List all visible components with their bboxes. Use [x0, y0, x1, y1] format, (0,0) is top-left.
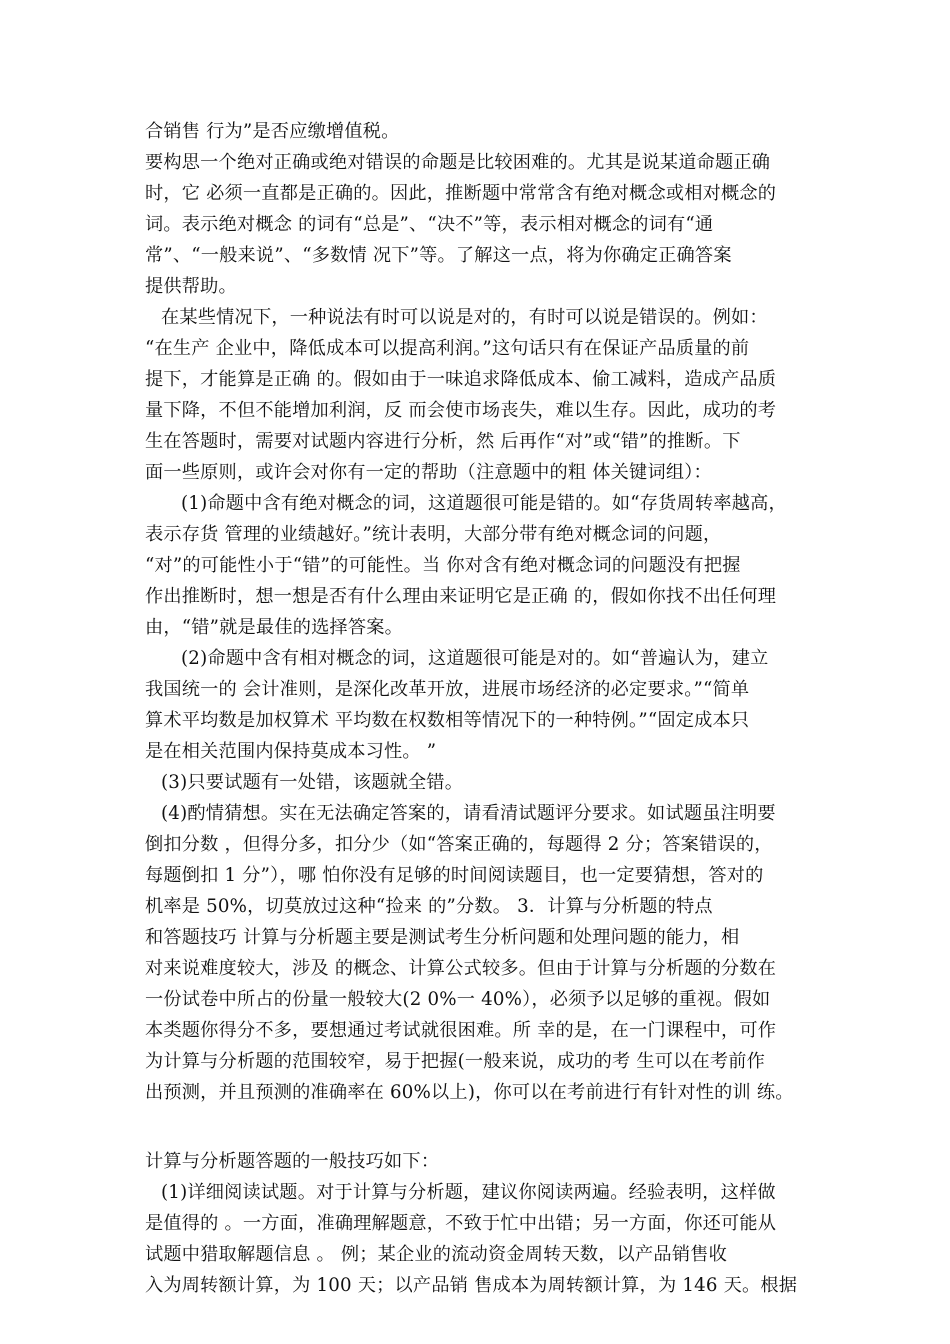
text-line: 计算与分析题答题的一般技巧如下： [145, 1151, 440, 1172]
text-line: 是在相关范围内保持莫成本习性。 ” [145, 741, 437, 762]
text-line: 时，它 必须一直都是正确的。因此，推断题中常常含有绝对概念或相对概念的 [145, 183, 777, 204]
text-line: 提供帮助。 [145, 276, 237, 297]
text-line: 由，“错”就是最佳的选择答案。 [145, 617, 404, 638]
text-line: 入为周转额计算，为 100 天；以产品销 售成本为周转额计算，为 146 天。根据 [145, 1275, 798, 1296]
text-line: (1)命题中含有绝对概念的词，这道题很可能是错的。如“存货周转率越高， [181, 493, 787, 514]
text-line: “对”的可能性小于“错”的可能性。当 你对含有绝对概念词的问题没有把握 [145, 555, 741, 576]
document-body [145, 116, 810, 1301]
text-line: 常”、“一般来说”、“多数情 况下”等。了解这一点，将为你确定正确答案 [145, 245, 732, 266]
text-line: 面一些原则，或许会对你有一定的帮助（注意题中的粗 体关键词组）： [145, 462, 712, 483]
text-line: 词。表示绝对概念 的词有“总是”、“决不”等，表示相对概念的词有“通 [145, 214, 714, 235]
text-line: 机率是 50%，切莫放过这种“捡来 的”分数。 3．计算与分析题的特点 [145, 896, 713, 917]
text-line: 和答题技巧 计算与分析题主要是测试考生分析问题和处理问题的能力，相 [145, 927, 740, 948]
text-line: 一份试卷中所占的份量一般较大(2 0%一 40%），必须予以足够的重视。假如 [145, 989, 771, 1010]
text-line: 在某些情况下，一种说法有时可以说是对的，有时可以说是错误的。例如： [161, 307, 768, 328]
text-line: 合销售 行为”是否应缴增值税。 [145, 121, 400, 142]
text-line: 本类题你得分不多，要想通过考试就很困难。所 幸的是，在一门课程中，可作 [145, 1020, 777, 1041]
text-line: 倒扣分数 ，但得分多，扣分少（如“答案正确的，每题得 2 分；答案错误的， [145, 834, 773, 855]
text-line: 提下，才能算是正确 的。假如由于一味追求降低成本、偷工减料，造成产品质 [145, 369, 777, 390]
text-line: (1)详细阅读试题。对于计算与分析题，建议你阅读两遍。经验表明，这样做 [161, 1182, 776, 1203]
text-line: 对来说难度较大，涉及 的概念、计算公式较多。但由于计算与分析题的分数在 [145, 958, 777, 979]
text-line: 每题倒扣 1 分”），哪 怕你没有足够的时间阅读题目，也一定要猜想，答对的 [145, 865, 764, 886]
text-line: 出预测，并且预测的准确率在 60%以上)，你可以在考前进行有针对性的训 练。 [145, 1082, 794, 1103]
text-line: 表示存货 管理的业绩越好。”统计表明，大部分带有绝对概念词的问题， [145, 524, 722, 545]
text-line: 我国统一的 会计准则，是深化改革开放，进展市场经济的必定要求。”“简单 [145, 679, 750, 700]
text-line: “在生产 企业中，降低成本可以提高利润。”这句话只有在保证产品质量的前 [145, 338, 750, 359]
text-line: 试题中猎取解题信息 。 例；某企业的流动资金周转天数，以产品销售收 [145, 1244, 727, 1265]
text-line: 算术平均数是加权算术 平均数在权数相等情况下的一种特例。”“固定成本只 [145, 710, 750, 731]
text-line: 为计算与分析题的范围较窄，易于把握(一般来说，成功的考 生可以在考前作 [145, 1051, 766, 1072]
text-line: 要构思一个绝对正确或绝对错误的命题是比较困难的。尤其是说某道命题正确 [145, 152, 771, 173]
text-line: (3)只要试题有一处错，该题就全错。 [161, 772, 464, 793]
text-line: 作出推断时，想一想是否有什么理由来证明它是正确 的，假如你找不出任何理 [145, 586, 777, 607]
paragraph-gap [145, 1108, 810, 1146]
text-line: 量下降，不但不能增加利润，反 而会使市场丧失，难以生存。因此，成功的考 [145, 400, 777, 421]
text-line: 是值得的 。一方面，准确理解题意，不致于忙中出错；另一方面，你还可能从 [145, 1213, 777, 1234]
text-line: (2)命题中含有相对概念的词，这道题很可能是对的。如“普遍认为，建立 [181, 648, 769, 669]
text-line: (4)酌情猜想。实在无法确定答案的，请看清试题评分要求。如试题虽注明要 [161, 803, 776, 824]
text-line: 生在答题时，需要对试题内容进行分析，然 后再作“对”或“错”的推断。下 [145, 431, 741, 452]
